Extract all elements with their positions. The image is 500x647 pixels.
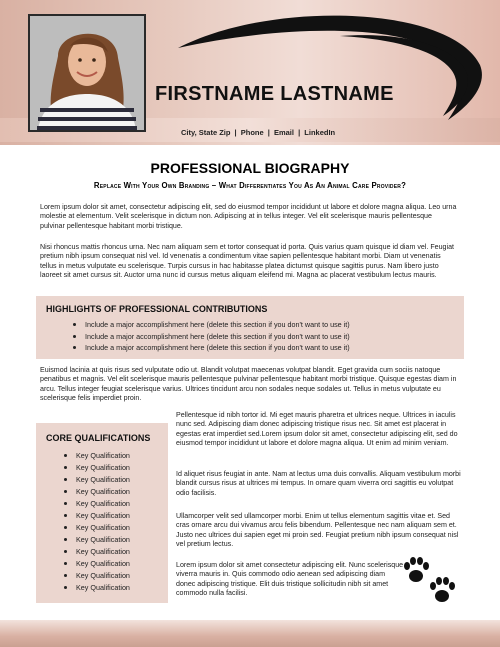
qualification-item: Key Qualification	[76, 558, 158, 570]
qualification-item: Key Qualification	[76, 546, 158, 558]
contact-line	[180, 128, 336, 137]
paw-print-icon	[398, 556, 460, 606]
highlights-title: HIGHLIGHTS OF PROFESSIONAL CONTRIBUTIONS	[46, 304, 268, 314]
contact-phone: Phone	[240, 128, 264, 137]
contact-location: City, State Zip	[181, 128, 231, 137]
qualification-item: Key Qualification	[76, 474, 158, 486]
highlight-item: Include a major accomplishment here (delete this section if you don't want to use it)	[85, 342, 454, 354]
qualification-item: Key Qualification	[76, 498, 158, 510]
highlight-item: Include a major accomplishment here (delete this section if you don't want to use it)	[85, 331, 454, 343]
contact-linkedin: LinkedIn	[304, 128, 336, 137]
highlights-box	[36, 296, 464, 359]
qualification-item: Key Qualification	[76, 510, 158, 522]
contact-email: Email	[273, 128, 294, 137]
profile-photo	[30, 16, 144, 130]
section-title-biography: PROFESSIONAL BIOGRAPHY	[150, 160, 350, 176]
branding-subtitle: Replace With Your Own Branding – What Differentiates You As An Animal Care Provider?	[93, 181, 407, 190]
bio-paragraph-1: Lorem ipsum dolor sit amet, consectetur adipiscing elit, sed do eiusmod tempor incididunt ut labore et dolore magna aliqua. Leo urna molestie at elementum. Velit scelerisque in dictum non. Adipiscing at in tellus integer. Vel elit scelerisque mauris pellentesque pulvinar pellentesque habitant morbi tristique.	[40, 203, 457, 230]
right-paragraph-3: Ullamcorper velit sed ullamcorper morbi. Enim ut tellus elementum sagittis vitae et. Sed cras ornare arcu dui vivamus arcu felis bibendum. Pellentesque nec nam aliquam sem et. Justo nec ultrices dui sapien eget mi proin sed. Feugiat pretium nibh ipsum consequat nisl vel pretium lectus.	[176, 512, 459, 549]
core-qualifications-box	[36, 423, 168, 603]
qualification-item: Key Qualification	[76, 486, 158, 498]
core-qualifications-title: CORE QUALIFICATIONS	[46, 433, 151, 443]
qualification-item: Key Qualification	[76, 462, 158, 474]
qualification-item: Key Qualification	[76, 582, 158, 594]
highlights-list	[85, 319, 454, 354]
core-qualifications-list	[76, 450, 158, 594]
body-paragraph-3: Euismod lacinia at quis risus sed vulputate odio ut. Blandit volutpat maecenas volutpat blandit. Eget gravida cum sociis natoque penatibus et magnis. Vel elit scelerisque mauris pellentesque pulvinar pellentesque habitant morbi tristique. Quisque egestas diam in arcu. Tellus integer feugiat scelerisque varius. Ultrices tincidunt arcu non sodales neque sodales ut. Tellus in metus vulputate eu scelerisque felis imperdiet proin.	[40, 366, 457, 403]
candidate-name: FIRSTNAME LASTNAME	[155, 83, 394, 105]
qualification-item: Key Qualification	[76, 522, 158, 534]
right-paragraph-1: Pellentesque id nibh tortor id. Mi eget mauris pharetra et ultrices neque. Ultrices in iaculis nunc sed. Adipiscing diam donec adipiscing tristique risus nec. Sit amet est placerat in egestas erat imperdiet sed.Lorem ipsum dolor sit amet, consectetur adipiscing elit, sed do eiusmod tempor incididunt ut labore et dolore magna aliqua. Ut enim ad minim veniam.	[176, 411, 458, 448]
right-paragraph-4: Lorem ipsum dolor sit amet consectetur adipiscing elit. Nunc scelerisque viverra mauris in. Quis commodo odio aenean sed adipiscing diam donec adipiscing tristique. Elit duis tristique sollicitudin nibh sit amet commodo nulla facilisi.	[176, 561, 404, 598]
highlight-item: Include a major accomplishment here (delete this section if you don't want to use it)	[85, 319, 454, 331]
contact-separator: |	[267, 128, 270, 137]
footer-band	[0, 620, 500, 647]
profile-photo-frame	[28, 14, 146, 132]
qualification-item: Key Qualification	[76, 450, 158, 462]
qualification-item: Key Qualification	[76, 534, 158, 546]
bio-paragraph-2: Nisi rhoncus mattis rhoncus urna. Nec nam aliquam sem et tortor consequat id porta. Quis varius quam quisque id diam vel. Feugiat pretium nibh ipsum consequat nisl vel. Id venenatis a condimentum vitae sapien pellentesque habitant morbi. Diam ut venenatis tellus in metus vulputate eu scelerisque. Turpis cursus in hac habitasse platea dictumst quisque sagittis purus. Nam libero justo laoreet sit amet cursus sit. Auctor urna nunc id cursus metus aliquam eleifend mi. Magna ac placerat vestibulum lectus mauris.	[40, 243, 454, 280]
qualification-item: Key Qualification	[76, 570, 158, 582]
contact-separator: |	[234, 128, 237, 137]
contact-separator: |	[298, 128, 301, 137]
right-paragraph-2: Id aliquet risus feugiat in ante. Nam at lectus urna duis convallis. Aliquam vestibulum morbi blandit cursus risus at ultrices mi tempus. In ornare quam viverra orci sagittis eu volutpat odio facilisis.	[176, 470, 461, 497]
